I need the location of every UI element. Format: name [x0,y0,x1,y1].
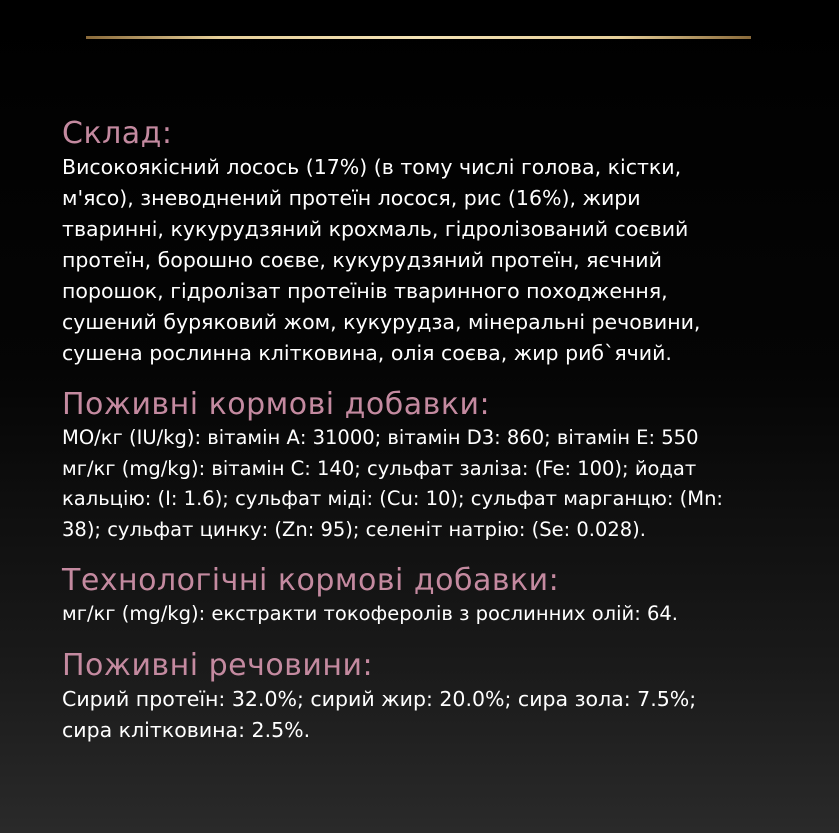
technological-additives-section [62,563,822,630]
nutrients-text: Сирий протеїн: 32.0%; сирий жир: 20.0%; сира зола: 7.5%; сира клітковина: 2.5%. [62,686,697,742]
nutrients-heading: Поживні речовини: [62,647,374,683]
nutrients-section [62,648,822,746]
ingredients-panel [62,116,822,746]
nutritional-additives-heading: Поживні кормові добавки: [62,387,491,422]
technological-additives-heading: Технологічні кормові добавки: [62,563,560,598]
composition-text: Високоякісний лосось (17%) (в тому числі голова, кістки, м'ясо), зневоднений протеїн лосося, рис (16%), жири тваринні, кукурудзяний крохмаль, гідролізований соєвий протеїн, борошно соєве, кукурудзяний протеїн, яєчний порошок, гідролізат протеїнів тваринного походження, сушений буряковий жом, кукурудза, мінеральні речовини, сушена рослинна клітковина, олія соєва, жир риб`ячий. [62,155,701,365]
composition-section [62,116,822,369]
nutritional-additives-text: МО/кг (IU/kg): вітамін А: 31000; вітамін D3: 860; вітамін Е: 550 мг/кг (mg/kg): вітамін С: 140; сульфат заліза: (Fe: 100); йодат кальцію: (I: 1.6); сульфат міді: (Cu: 10); сульфат марганцю: (Mn: 38); сульфат цинку: (Zn: 95); селеніт натрію: (Se: 0.028). [62,426,724,541]
technological-additives-text: мг/кг (mg/kg): екстракти токоферолів з рослинних олій: 64. [62,602,678,625]
composition-heading: Склад: [62,116,173,151]
nutritional-additives-section [62,387,822,545]
gold-divider-line [86,36,751,39]
